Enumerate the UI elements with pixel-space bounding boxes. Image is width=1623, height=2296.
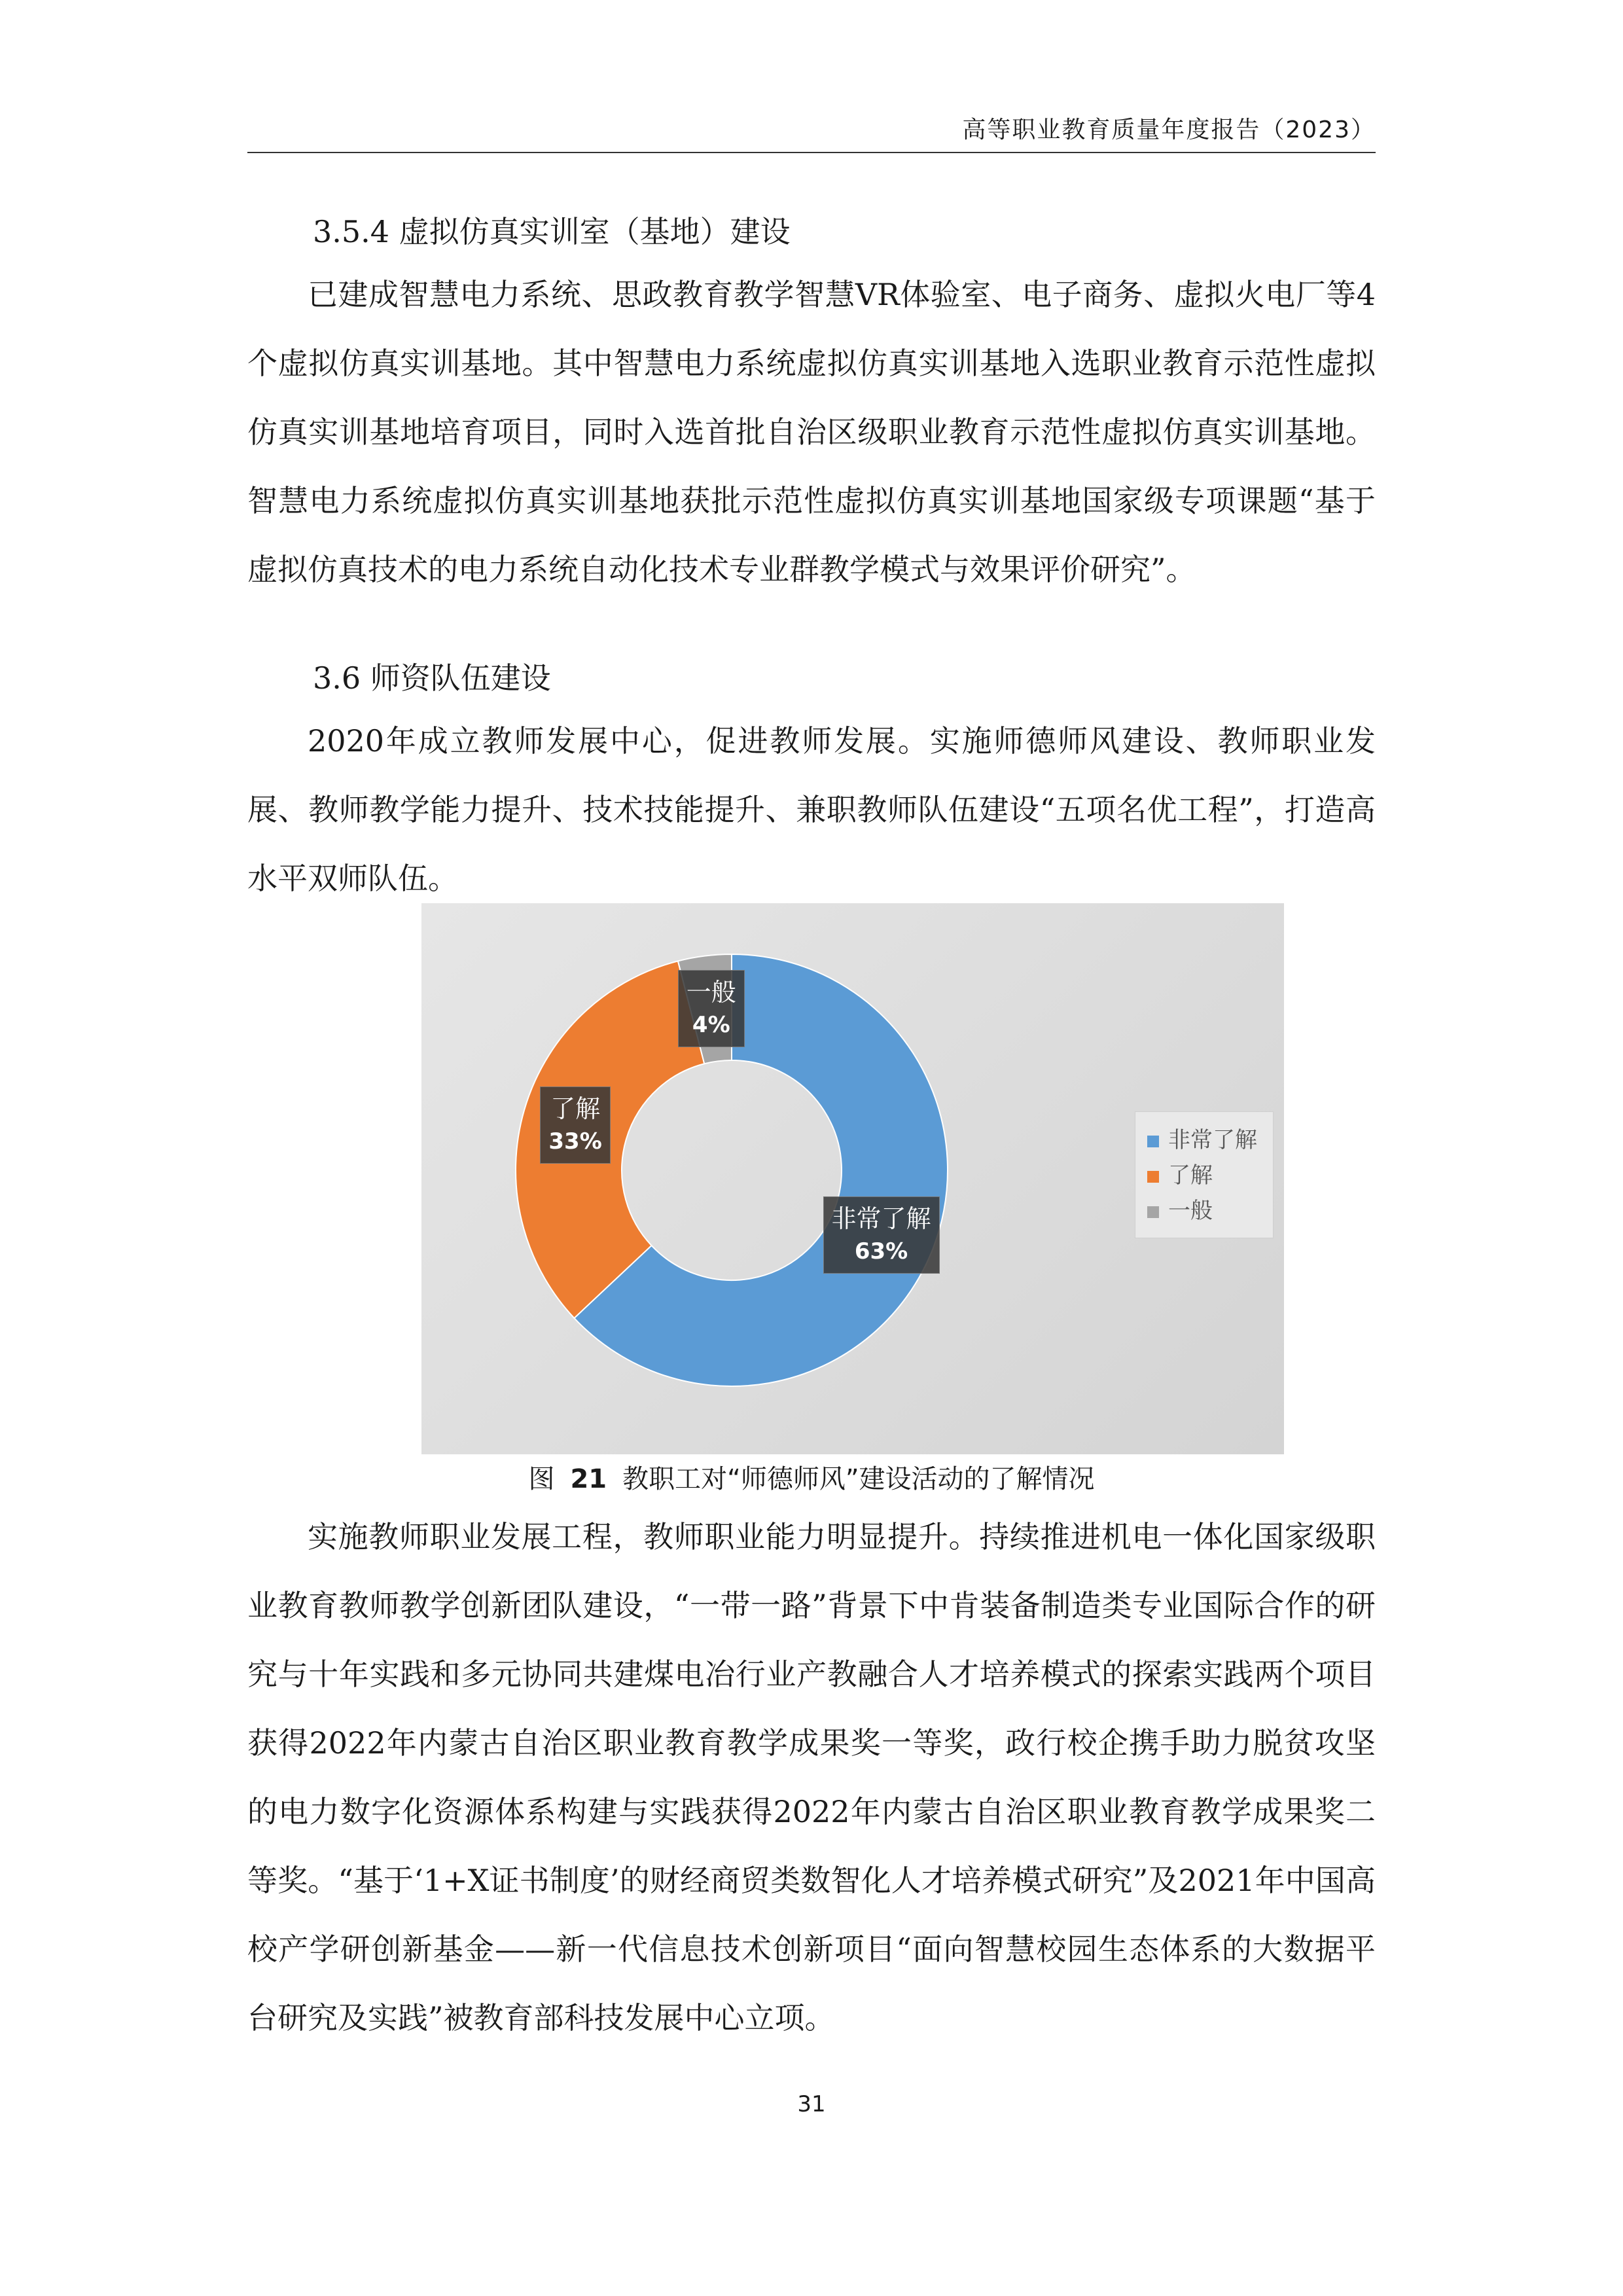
- chart-legend: [1135, 1111, 1274, 1238]
- caption-prefix: 图: [528, 1464, 555, 1494]
- data-label-value: 63%: [854, 1238, 908, 1265]
- data-label-average: [678, 970, 745, 1047]
- legend-item-very-familiar: [1147, 1124, 1257, 1157]
- paragraph-faculty-development: 2020年成立教师发展中心，促进教师发展。实施师德师风建设、教师职业发展、教师教学能力提升、技术技能提升、兼职教师队伍建设“五项名优工程”，打造高水平双师队伍。: [247, 723, 1376, 896]
- header-rule: [247, 152, 1376, 153]
- legend-swatch: [1147, 1206, 1159, 1218]
- paragraph-career-development: 实施教师职业发展工程，教师职业能力明显提升。持续推进机电一体化国家级职业教育教师教学创新团队建设，“一带一路”背景下中肯装备制造类专业国际合作的研究与十年实践和多元协同共建煤电冶行业产教融合人才培养模式的探索实践两个项目获得2022年内蒙古自治区职业教育教学成果奖一等奖，政行校企携手助力脱贫攻坚的电力数字化资源体系构建与实践获得2022年内蒙古自治区职业教育教学成果奖二等奖。“基于‘1+X证书制度’的财经商贸类数智化人才培养模式研究”及2021年中国高校产学研创新基金——新一代信息技术创新项目“面向智慧校园生态体系的大数据平台研究及实践”被教育部科技发展中心立项。: [247, 1519, 1376, 2036]
- data-label-value: 4%: [692, 1011, 730, 1038]
- legend-label: 了解: [1168, 1162, 1213, 1189]
- legend-label: 一般: [1168, 1198, 1213, 1224]
- data-label-very-familiar: [823, 1196, 940, 1274]
- legend-label: 非常了解: [1168, 1127, 1257, 1153]
- section-heading-3-6: 3.6 师资队伍建设: [313, 660, 551, 696]
- section-heading-3-5-4: 3.5.4 虚拟仿真实训室（基地）建设: [313, 214, 791, 249]
- figure-caption: [0, 1458, 1623, 1496]
- legend-item-average: [1147, 1194, 1213, 1227]
- data-label-category: 一般: [686, 977, 736, 1007]
- legend-swatch: [1147, 1136, 1159, 1147]
- donut-chart-figure: [421, 903, 1284, 1454]
- legend-item-familiar: [1147, 1159, 1213, 1192]
- caption-number: 21: [570, 1464, 607, 1494]
- data-label-category: 非常了解: [831, 1204, 931, 1233]
- data-label-familiar: [540, 1086, 610, 1164]
- page-number: 31: [797, 2091, 826, 2117]
- legend-swatch: [1147, 1171, 1159, 1183]
- data-label-value: 33%: [548, 1128, 602, 1155]
- running-header: 高等职业教育质量年度报告（2023）: [962, 117, 1376, 143]
- paragraph-virtual-simulation: 已建成智慧电力系统、思政教育教学智慧VR体验室、电子商务、虚拟火电厂等4个虚拟仿真实训基地。其中智慧电力系统虚拟仿真实训基地入选职业教育示范性虚拟仿真实训基地培育项目，同时入选首批自治区级职业教育示范性虚拟仿真实训基地。智慧电力系统虚拟仿真实训基地获批示范性虚拟仿真实训基地国家级专项课题“基于虚拟仿真技术的电力系统自动化技术专业群教学模式与效果评价研究”。: [247, 277, 1376, 587]
- data-label-category: 了解: [550, 1094, 601, 1123]
- caption-text: 教职工对“师德师风”建设活动的了解情况: [622, 1464, 1095, 1494]
